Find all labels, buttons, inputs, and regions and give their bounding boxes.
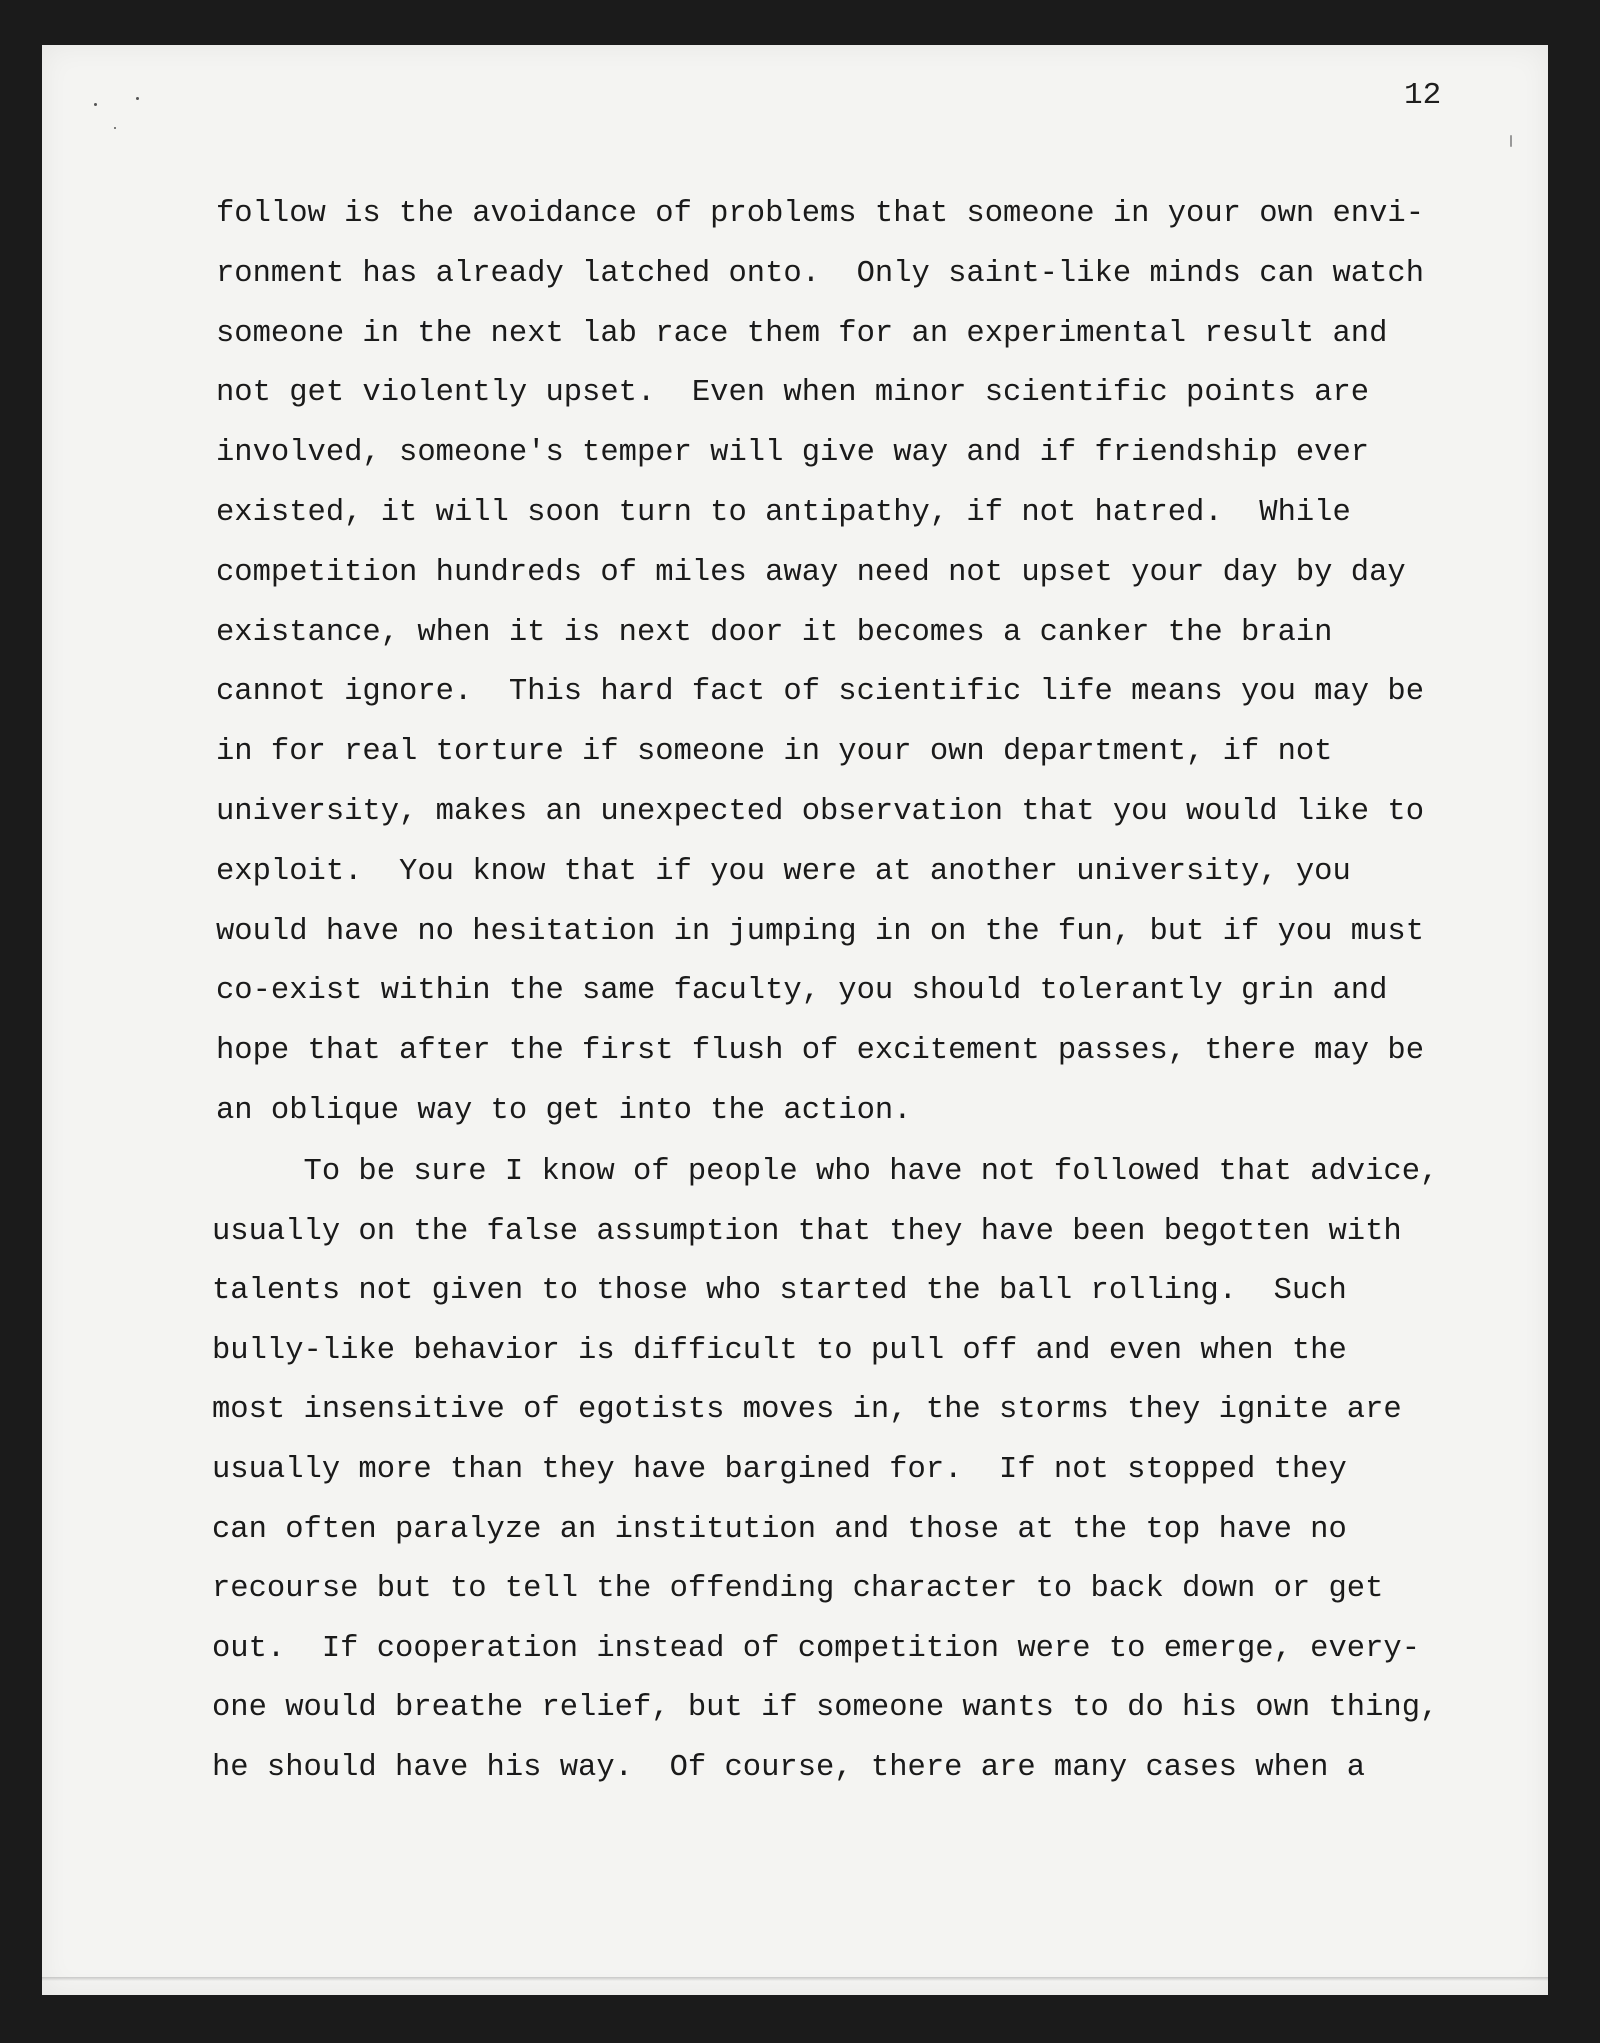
text-line: ronment has already latched onto. Only saint-like minds can watch [216,256,1424,291]
text-line: usually more than they have bargined for. If not stopped they [212,1453,1347,1487]
text-line: one would breathe relief, but if someone wants to do his own thing, [212,1691,1439,1726]
text-line: existance, when it is next door it becomes a canker the brain [216,615,1333,650]
paper-speck [94,103,97,106]
text-line: hope that after the first flush of excitement passes, there may be [216,1034,1424,1069]
text-line: recourse but to tell the offending character to back down or get [212,1572,1384,1607]
text-line: cannot ignore. This hard fact of scientific life means you may be [216,675,1424,710]
text-line: out. If cooperation instead of competition were to emerge, every- [212,1631,1420,1666]
text-line: bully-like behavior is difficult to pull off and even when the [212,1333,1347,1368]
text-line: university, makes an unexpected observation that you would like to [216,795,1424,829]
text-line: an oblique way to get into the action. [216,1094,912,1128]
text-line: competition hundreds of miles away need not upset your day by day [216,555,1406,590]
text-line: existed, it will soon turn to antipathy, if not hatred. While [216,496,1351,530]
paper-speck [1510,135,1512,147]
paper-speck [136,97,139,100]
text-line: he should have his way. Of course, there are many cases when a [212,1751,1366,1785]
text-line: in for real torture if someone in your own department, if not [216,735,1333,770]
text-line: follow is the avoidance of problems that someone in your own envi- [216,197,1424,231]
text-line: talents not given to those who started the ball rolling. Such [212,1274,1347,1309]
typewritten-page [42,45,1548,1995]
text-line: can often paralyze an institution and those at the top have no [212,1512,1347,1547]
text-line: someone in the next lab race them for an experimental result and [216,316,1388,351]
text-line: co-exist within the same faculty, you should tolerantly grin and [216,974,1388,1009]
text-line: would have no hesitation in jumping in on the fun, but if you must [216,914,1424,949]
text-line: To be sure I know of people who have not followed that advice, [212,1155,1439,1189]
text-line: not get violently upset. Even when minor scientific points are [216,376,1370,411]
text-line: usually on the false assumption that they have been begotten with [212,1214,1402,1249]
text-line: involved, someone's temper will give way and if friendship ever [216,436,1370,471]
text-line: exploit. You know that if you were at another university, you [216,854,1351,889]
page-bottom-edge [42,1977,1548,1981]
paper-speck [114,127,116,129]
text-line: most insensitive of egotists moves in, the storms they ignite are [212,1393,1402,1428]
page-number: 12 [1404,78,1442,113]
